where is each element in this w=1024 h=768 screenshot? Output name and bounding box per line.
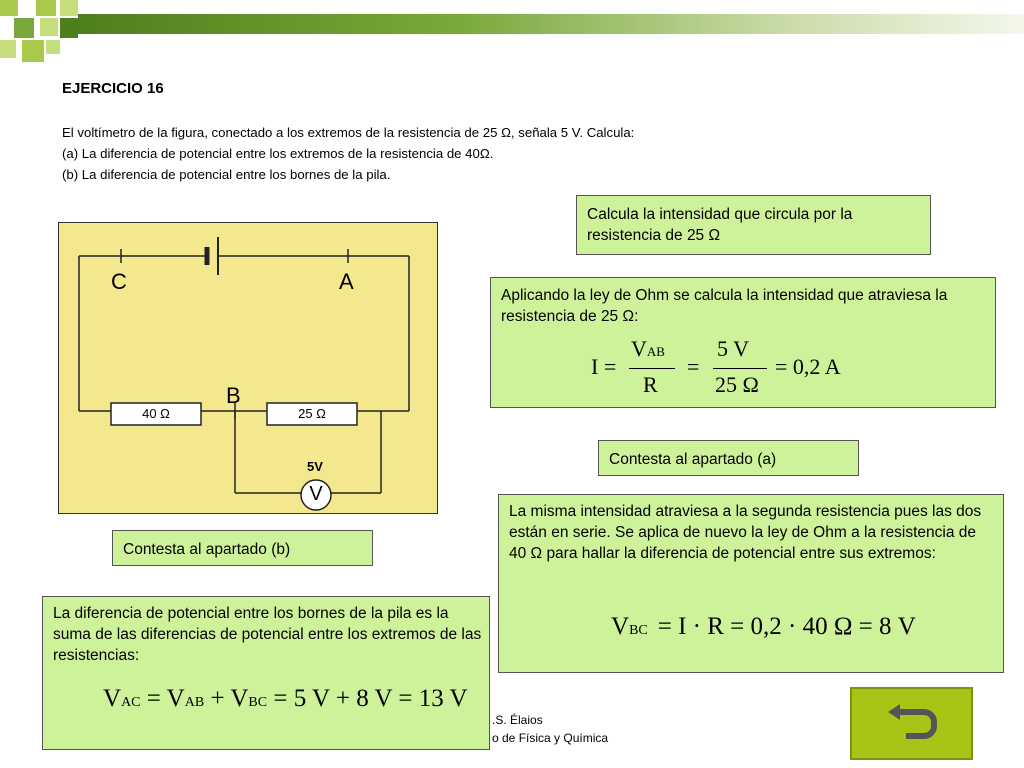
ohm-law-box	[490, 277, 996, 408]
eq-den2: 25 Ω	[715, 372, 759, 397]
eq-rest: = 5 V + 8 V = 13 V	[267, 685, 468, 712]
sum-explanation-box	[42, 596, 490, 750]
eq-s2: AB	[184, 695, 205, 710]
series-explanation-box	[498, 494, 1004, 673]
eq-rest: = I · R = 0,2 · 40 Ω = 8 V	[657, 613, 916, 640]
eq-v-letter: V	[631, 336, 647, 361]
decor-square	[40, 18, 58, 36]
eq-plus: +	[204, 685, 231, 712]
answer-part-a-button[interactable]	[598, 440, 859, 476]
answer-part-a-label: Contesta al apartado (a)	[609, 451, 777, 468]
answer-part-b-label: Contesta al apartado (b)	[123, 541, 291, 558]
eq-v3: V	[230, 685, 249, 712]
decor-square	[46, 40, 60, 54]
resistor-25-label: 25 Ω	[298, 406, 326, 421]
decor-square	[0, 40, 16, 58]
eq-s3: BC	[248, 695, 268, 710]
circuit-diagram	[58, 222, 438, 514]
decor-square	[60, 0, 78, 16]
decor-square	[0, 0, 18, 16]
eq-v-letter: V	[611, 613, 630, 640]
intensity-prompt-box	[576, 195, 931, 255]
eq-equals: =	[687, 354, 700, 379]
resistor-40-label: 40 Ω	[142, 406, 170, 421]
eq-i: I =	[591, 354, 617, 379]
node-label-b: B	[226, 383, 241, 408]
return-button[interactable]	[850, 687, 973, 760]
eq-result: = 0,2 A	[775, 354, 841, 379]
eq-r-den: R	[643, 372, 658, 397]
eq-v-num	[631, 336, 665, 362]
statement-line: (b) La diferencia de potencial entre los bornes de la pila.	[62, 167, 391, 182]
series-explanation-text: La misma intensidad atraviesa a la segunda resistencia pues las dos están en serie. Se aplica de nuevo la ley de Ohm a la resistencia de 40 Ω para hallar la diferencia de potencial entre sus extremos:	[509, 503, 982, 562]
circuit-drawing	[59, 223, 439, 515]
voltmeter-reading: 5V	[307, 459, 323, 474]
decor-square	[22, 40, 44, 62]
ohm-law-text: Aplicando la ley de Ohm se calcula la intensidad que atraviesa la resistencia de 25 Ω:	[501, 287, 948, 325]
eq-num2: 5 V	[717, 336, 749, 361]
series-equation	[611, 613, 916, 641]
sum-equation	[103, 685, 468, 713]
voltmeter-symbol: V	[309, 483, 323, 505]
eq-v-sub: BC	[629, 623, 648, 638]
decor-square	[60, 18, 78, 38]
fraction-line	[713, 368, 767, 369]
exercise-statement	[62, 122, 634, 185]
fraction-line	[629, 368, 675, 369]
footer-line-1: .S. Élaios	[492, 713, 543, 727]
eq-v1: V	[103, 685, 122, 712]
decor-square	[36, 0, 56, 16]
header-gradient-bar	[78, 14, 1024, 34]
intensity-prompt-text: Calcula la intensidad que circula por la resistencia de 25 Ω	[587, 206, 853, 244]
sum-explanation-text: La diferencia de potencial entre los bornes de la pila es la suma de las diferencias de potencial entre los extremos de las resistencias:	[53, 605, 482, 664]
answer-part-b-button[interactable]	[112, 530, 373, 566]
node-label-a: A	[339, 269, 354, 294]
statement-line: (a) La diferencia de potencial entre los extremos de la resistencia de 40Ω.	[62, 146, 494, 161]
exercise-title: EJERCICIO 16	[62, 80, 164, 97]
eq-v-sub: AB	[646, 344, 665, 359]
return-arrow-icon	[886, 704, 938, 744]
eq-s1: AC	[121, 695, 141, 710]
eq-equals: =	[140, 685, 167, 712]
statement-line: El voltímetro de la figura, conectado a los extremos de la resistencia de 25 Ω, señala 5 V. Calcula:	[62, 125, 635, 140]
ohm-equation	[591, 336, 971, 400]
decor-square	[14, 18, 34, 38]
node-label-c: C	[111, 269, 127, 294]
footer-line-2: o de Física y Química	[492, 731, 609, 745]
eq-v2: V	[166, 685, 185, 712]
